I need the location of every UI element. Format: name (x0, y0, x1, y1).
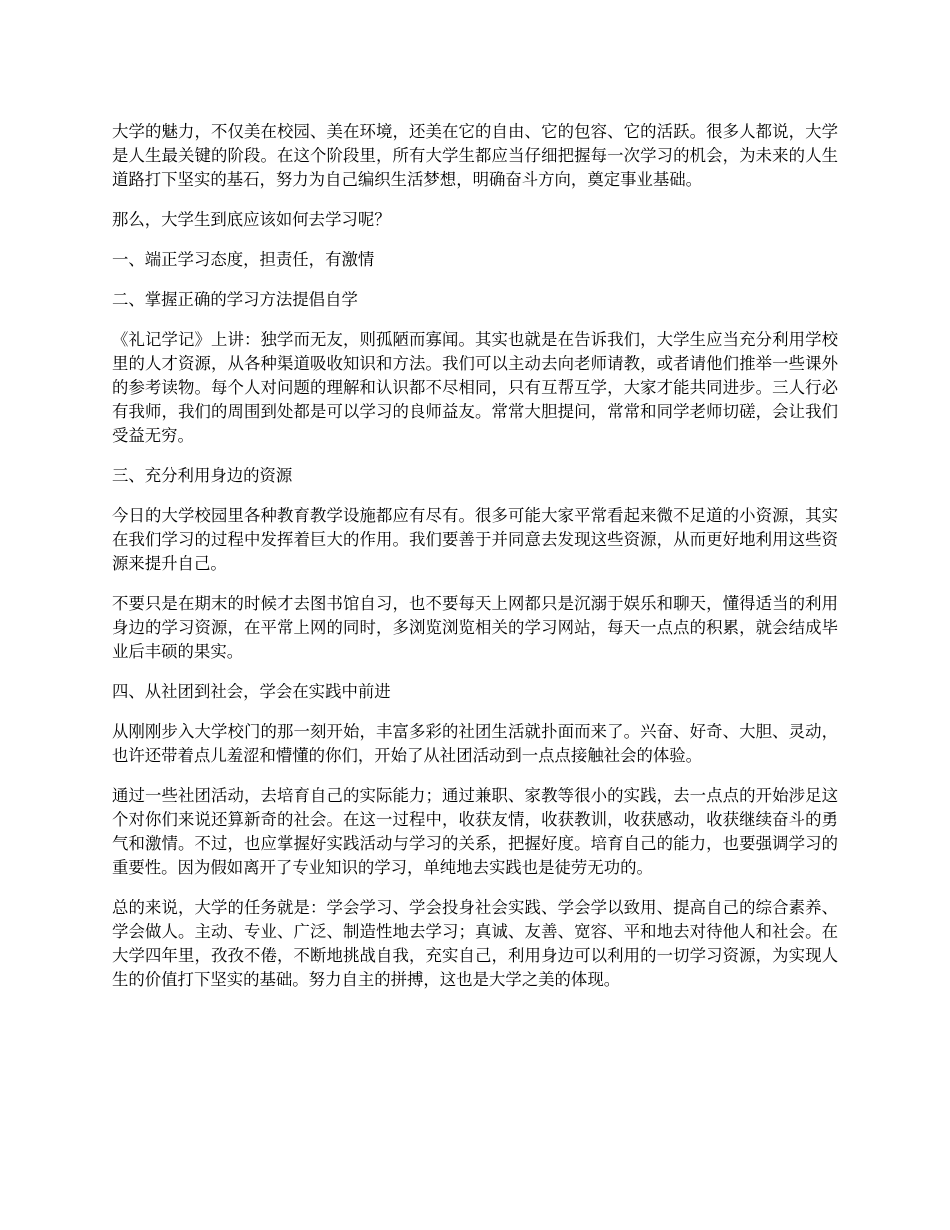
section-heading-4: 四、从社团到社会，学会在实践中前进 (112, 682, 391, 701)
section-heading-3: 三、充分利用身边的资源 (112, 466, 293, 485)
intro-paragraph: 大学的魅力，不仅美在校园、美在环境，还美在它的自由、它的包容、它的活跃。很多人都说，大学是人生最关键的阶段。在这个阶段里，所有大学生都应当仔细把握每一次学习的机会，为未来的人生道路打下坚实的基石，努力为自己编织生活梦想，明确奋斗方向，奠定事业基础。 (112, 122, 838, 189)
section-heading-1: 一、端正学习态度，担责任，有激情 (112, 250, 375, 269)
document-page (112, 120, 838, 1008)
section-4-paragraph-2: 通过一些社团活动，去培育自己的实际能力；通过兼职、家教等很小的实践，去一点点的开始涉足这个对你们来说还算新奇的社会。在这一过程中，收获友情，收获教训，收获感动，收获继续奋斗的勇气和激情。不过，也应掌握好实践活动与学习的关系，把握好度。培育自己的能力，也要强调学习的重要性。因为假如离开了专业知识的学习，单纯地去实践也是徒劳无功的。 (112, 786, 838, 877)
section-heading-2: 二、掌握正确的学习方法提倡自学 (112, 290, 358, 309)
question-line: 那么，大学生到底应该如何去学习呢？ (112, 210, 391, 229)
section-2-paragraph: 《礼记学记》上讲：独学而无友，则孤陋而寡闻。其实也就是在告诉我们，大学生应当充分利用学校里的人才资源，从各种渠道吸收知识和方法。我们可以主动去向老师请教，或者请他们推举一些课外的参考读物。每个人对问题的理解和认识都不尽相同，只有互帮互学，大家才能共同进步。三人行必有我师，我们的周围到处都是可以学习的良师益友。常常大胆提问，常常和同学老师切磋，会让我们受益无穷。 (112, 330, 838, 445)
section-4-paragraph-1: 从刚刚步入大学校门的那一刻开始，丰富多彩的社团生活就扑面而来了。兴奋、好奇、大胆、灵动，也许还带着点儿羞涩和懵懂的你们，开始了从社团活动到一点点接触社会的体验。 (112, 722, 838, 765)
section-3-paragraph-1: 今日的大学校园里各种教育教学设施都应有尽有。很多可能大家平常看起来微不足道的小资源，其实在我们学习的过程中发挥着巨大的作用。我们要善于并同意去发现这些资源，从而更好地利用这些资源来提升自己。 (112, 506, 838, 573)
conclusion-paragraph: 总的来说，大学的任务就是：学会学习、学会投身社会实践、学会学以致用、提高自己的综合素养、学会做人。主动、专业、广泛、制造性地去学习；真诚、友善、宽容、平和地去对待他人和社会。在大学四年里，孜孜不倦，不断地挑战自我，充实自己，利用身边可以利用的一切学习资源，为实现人生的价值打下坚实的基础。努力自主的拼搏，这也是大学之美的体现。 (112, 898, 838, 989)
section-3-paragraph-2: 不要只是在期末的时候才去图书馆自习，也不要每天上网都只是沉溺于娱乐和聊天，懂得适当的利用身边的学习资源，在平常上网的同时，多浏览浏览相关的学习网站，每天一点点的积累，就会结成毕业后丰硕的果实。 (112, 594, 838, 661)
